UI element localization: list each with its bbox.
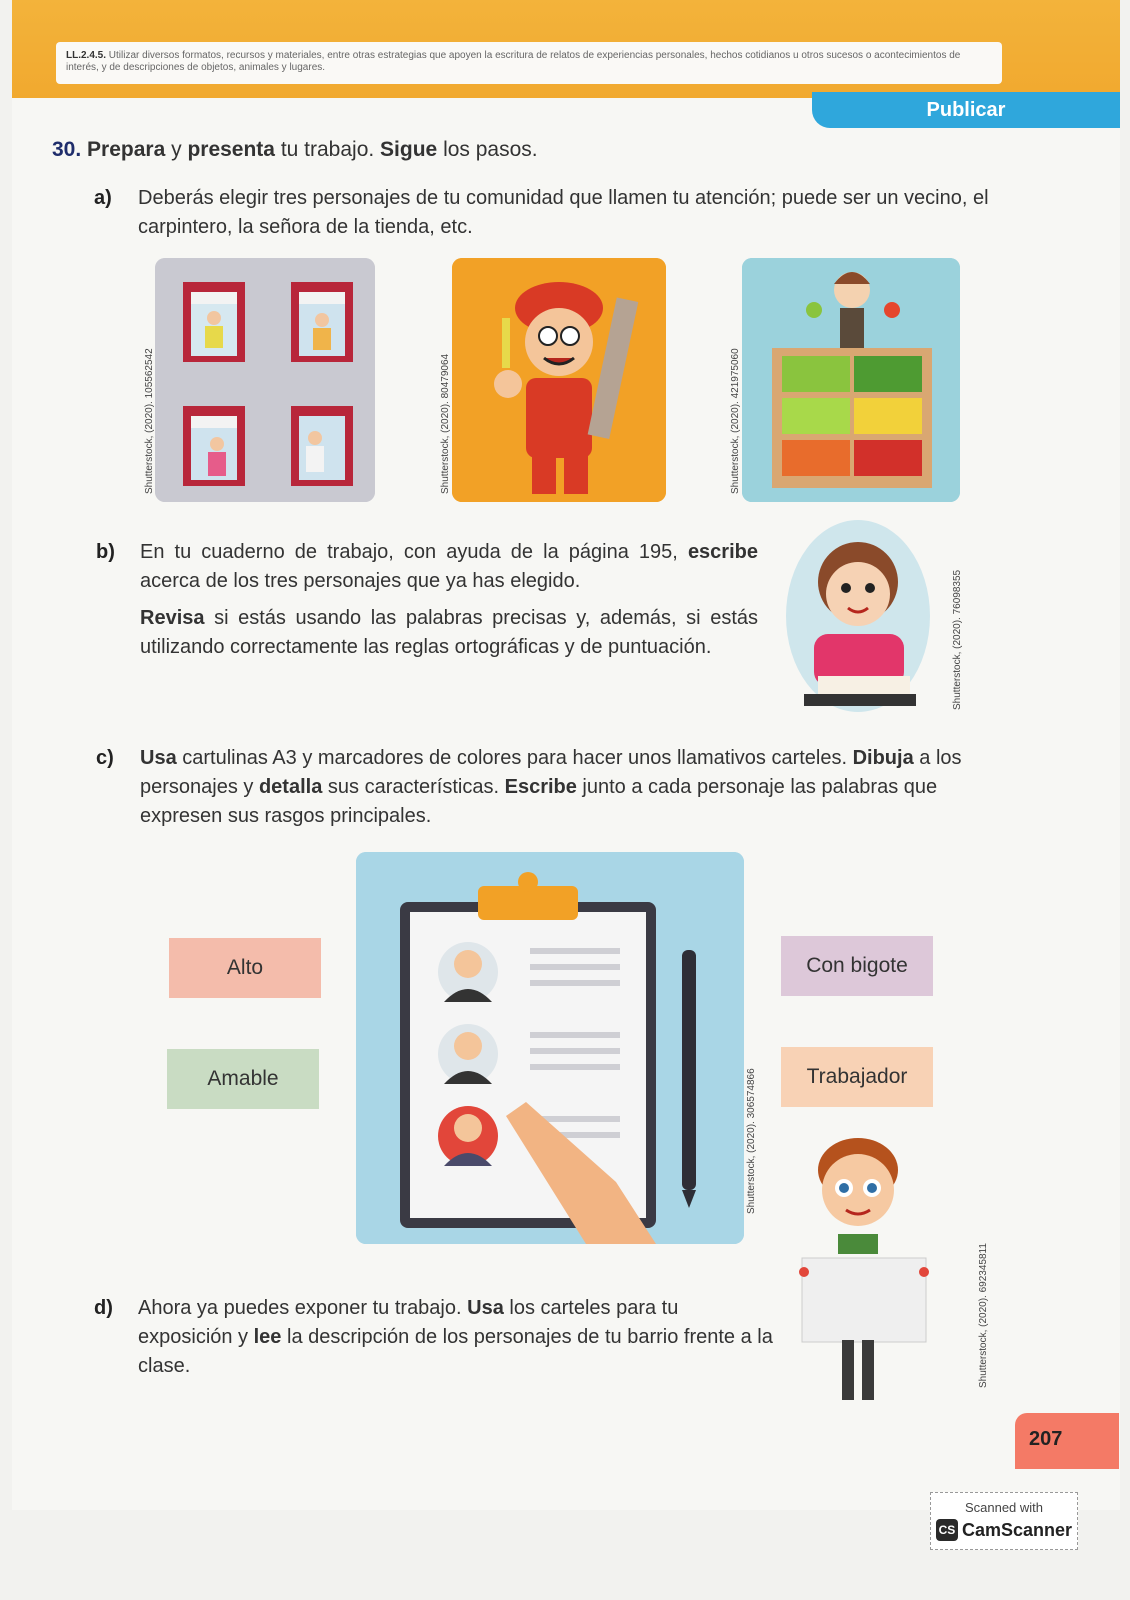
item-d-label: d)	[94, 1297, 113, 1319]
verb-escribe: Escribe	[504, 776, 577, 798]
q-verb-prepara: Prepara	[87, 138, 166, 161]
image-credit: Shutterstock, (2020). 105562542	[144, 348, 155, 494]
image-credit: Shutterstock, (2020). 421975060	[730, 348, 741, 494]
scanner-line-1: Scanned with	[964, 1500, 1044, 1515]
scanner-brand	[931, 1519, 1077, 1541]
q-verb-presenta: presenta	[187, 138, 275, 161]
word-card-amable: Amable	[167, 1049, 319, 1109]
curriculum-criterion	[56, 42, 1002, 84]
text: En tu cuaderno de trabajo, con ayuda de la página 195,	[140, 541, 688, 563]
section-tab-publicar: Publicar	[812, 92, 1120, 128]
shopkeeper-illustration	[742, 258, 960, 502]
text: a los personajes y	[140, 747, 962, 798]
criterion-code: LL.2.4.5.	[66, 50, 107, 61]
girl-writing-illustration	[784, 516, 932, 714]
text: sus características.	[322, 776, 505, 798]
text: los carteles para tu exposición y	[138, 1297, 679, 1348]
criterion-text: Utilizar diversos formatos, recursos y materiales, entre otras estrategias que apoyen la escritura de relatos de experiencias personales, hechos cotidianos u otros sucesos o acontecimientos de interés, y de descripciones de objetos, animales y lugares.	[66, 50, 961, 73]
question-number: 30.	[52, 138, 82, 161]
neighbors-illustration	[155, 258, 375, 502]
fruit-stand-image	[742, 258, 960, 502]
image-credit: Shutterstock, (2020). 306574866	[746, 1068, 757, 1214]
verb-dibuja: Dibuja	[852, 747, 914, 769]
clipboard-illustration	[356, 852, 744, 1244]
image-credit: Shutterstock, (2020). 692345811	[978, 1243, 989, 1388]
text: Ahora ya puedes exponer tu trabajo.	[138, 1297, 468, 1319]
camscanner-logo-icon: CS	[936, 1519, 958, 1541]
verb-revisa: Revisa	[140, 607, 205, 629]
q-verb-sigue: Sigue	[380, 138, 438, 161]
girl-writing-image	[784, 516, 932, 714]
word-card-trabajador: Trabajador	[781, 1047, 933, 1107]
verb-lee: lee	[253, 1326, 282, 1348]
image-credit: Shutterstock, (2020). 80479064	[440, 353, 451, 494]
neighbors-windows-image	[155, 258, 375, 502]
verb-escribe: escribe	[687, 541, 758, 563]
carpenter-illustration	[452, 258, 666, 502]
boy-with-sign-illustration	[782, 1130, 932, 1410]
word-card-con-bigote: Con bigote	[781, 936, 933, 996]
verb-detalla: detalla	[258, 776, 323, 798]
item-c-text	[140, 744, 1004, 831]
item-c-label: c)	[96, 747, 114, 769]
text: si estás usando las palabras precisas y, además, si estás utilizando correctamente las reglas ortográficas y de puntuación.	[140, 607, 758, 658]
boy-with-sign-image	[782, 1130, 932, 1410]
page-number: 207	[1015, 1413, 1119, 1469]
verb-usa: Usa	[467, 1297, 504, 1319]
camscanner-watermark	[930, 1492, 1078, 1550]
q-text: tu trabajo.	[274, 138, 381, 161]
image-credit: Shutterstock, (2020). 76098355	[952, 569, 963, 710]
item-a-text: Deberás elegir tres personajes de tu comunidad que llamen tu atención; puede ser un vecino, el carpintero, la señora de la tienda, etc.	[138, 187, 989, 238]
clipboard-profiles-image	[356, 852, 744, 1244]
text: la descripción de los personajes de tu barrio frente a la clase.	[138, 1326, 773, 1377]
item-b	[96, 538, 758, 662]
q-text: y	[165, 138, 188, 161]
item-d-text	[138, 1294, 774, 1381]
scanner-line-2: CamScanner	[961, 1519, 1073, 1540]
item-b-label: b)	[96, 541, 115, 563]
item-b-paragraph-1	[140, 538, 758, 596]
item-a-label: a)	[94, 187, 112, 209]
word-card-alto: Alto	[169, 938, 321, 998]
textbook-page	[12, 0, 1120, 1510]
text: cartulinas A3 y marcadores de colores para hacer unos llamativos carteles.	[176, 747, 853, 769]
q-text: los pasos.	[437, 138, 538, 161]
item-b-paragraph-2	[140, 604, 758, 662]
item-d	[94, 1294, 774, 1381]
verb-usa: Usa	[140, 747, 177, 769]
item-c	[96, 744, 1004, 831]
question-title	[52, 138, 538, 162]
item-a	[94, 184, 1002, 242]
carpenter-image	[452, 258, 666, 502]
text: acerca de los tres personajes que ya has elegido.	[140, 570, 581, 592]
text: junto a cada personaje las palabras que expresen sus rasgos principales.	[140, 776, 938, 827]
